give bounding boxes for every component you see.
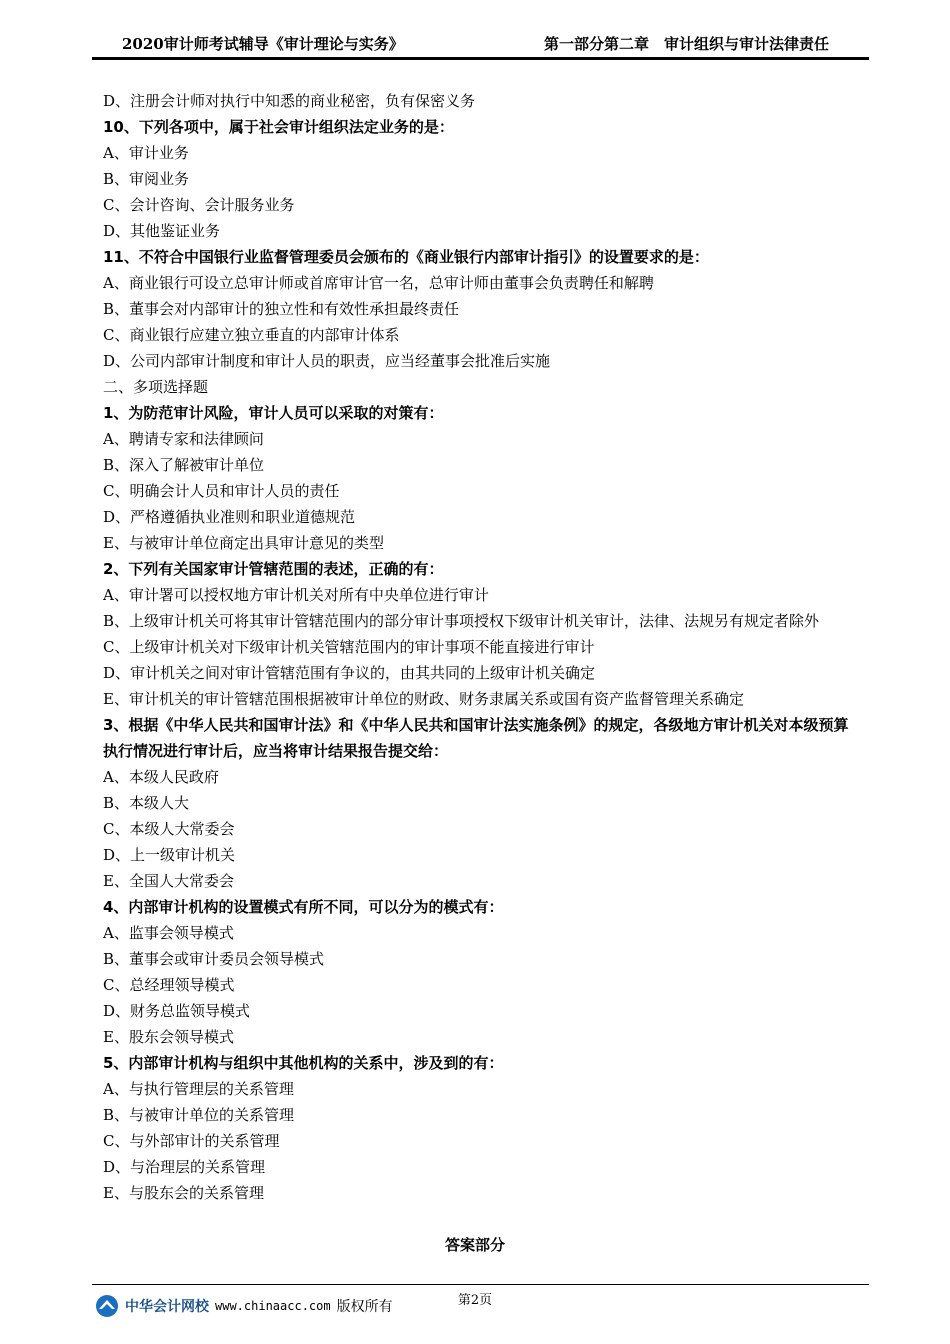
question-list <box>103 88 853 1206</box>
answer-option: C、上级审计机关对下级审计机关管辖范围内的审计事项不能直接进行审计 <box>103 638 595 656</box>
question-stem: 2、下列有关国家审计管辖范围的表述，正确的有： <box>103 560 444 578</box>
answer-option: A、与执行管理层的关系管理 <box>103 1080 294 1098</box>
answer-option: A、审计署可以授权地方审计机关对所有中央单位进行审计 <box>103 586 489 604</box>
question-stem: 5、内部审计机构与组织中其他机构的关系中，涉及到的有： <box>103 1054 504 1072</box>
question-stem: 3、根据《中华人民共和国审计法》和《中华人民共和国审计法实施条例》的规定，各级地方审计机关对本级预算执行情况进行审计后，应当将审计结果报告提交给： <box>103 716 849 760</box>
answer-option: A、本级人民政府 <box>103 768 219 786</box>
question-stem: 1、为防范审计风险，审计人员可以采取的对策有： <box>103 404 444 422</box>
answer-option: C、明确会计人员和审计人员的责任 <box>103 482 340 500</box>
answer-option: E、全国人大常委会 <box>103 872 234 890</box>
answer-option: B、董事会对内部审计的独立性和有效性承担最终责任 <box>103 300 460 318</box>
answer-option: E、与股东会的关系管理 <box>103 1184 264 1202</box>
header-chapter-title: 第一部分第二章 审计组织与审计法律责任 <box>543 35 829 53</box>
brand-logo-icon <box>95 1294 119 1318</box>
question-stem: 4、内部审计机构的设置模式有所不同，可以分为的模式有： <box>103 898 504 916</box>
answer-option: A、审计业务 <box>103 144 189 162</box>
answer-option: B、上级审计机关可将其审计管辖范围内的部分审计事项授权下级审计机关审计，法律、法规另有规定者除外 <box>103 612 820 630</box>
footer-divider <box>92 1284 869 1285</box>
answer-section-title: 答案部分 <box>444 1236 505 1254</box>
answer-option: A、聘请专家和法律顾问 <box>103 430 264 448</box>
copyright-text: 版权所有 <box>336 1299 393 1315</box>
answer-option: C、本级人大常委会 <box>103 820 235 838</box>
answer-option: C、总经理领导模式 <box>103 976 235 994</box>
answer-option: 二、多项选择题 <box>103 378 209 396</box>
answer-option: C、商业银行应建立独立垂直的内部审计体系 <box>103 326 400 344</box>
answer-option: B、深入了解被审计单位 <box>103 456 265 474</box>
question-stem: 11、不符合中国银行业监督管理委员会颁布的《商业银行内部审计指引》的设置要求的是： <box>103 248 709 266</box>
answer-option: D、严格遵循执业准则和职业道德规范 <box>103 508 356 526</box>
brand-url[interactable]: www.chinaacc.com <box>215 1299 331 1313</box>
answer-option: C、与外部审计的关系管理 <box>103 1132 280 1150</box>
answer-option: D、审计机关之间对审计管辖范围有争议的，由其共同的上级审计机关确定 <box>103 664 596 682</box>
answer-option: B、与被审计单位的关系管理 <box>103 1106 295 1124</box>
answer-option: D、其他鉴证业务 <box>103 222 221 240</box>
header-book-title: 2020审计师考试辅导《审计理论与实务》 <box>122 35 404 53</box>
answer-option: E、股东会领导模式 <box>103 1028 234 1046</box>
answer-option: D、注册会计师对执行中知悉的商业秘密，负有保密义务 <box>103 92 476 110</box>
page-header <box>92 29 869 60</box>
answer-option: D、与治理层的关系管理 <box>103 1158 266 1176</box>
answer-option: A、监事会领导模式 <box>103 924 234 942</box>
answer-option: B、审阅业务 <box>103 170 190 188</box>
answer-option: A、商业银行可设立总审计师或首席审计官一名，总审计师由董事会负责聘任和解聘 <box>103 274 654 292</box>
answer-option: B、本级人大 <box>103 794 190 812</box>
answer-option: D、上一级审计机关 <box>103 846 236 864</box>
answer-option: C、会计咨询、会计服务业务 <box>103 196 295 214</box>
answer-option: D、财务总监领导模式 <box>103 1002 251 1020</box>
answer-option: E、审计机关的审计管辖范围根据被审计单位的财政、财务隶属关系或国有资产监督管理关系确定 <box>103 690 744 708</box>
answer-option: B、董事会或审计委员会领导模式 <box>103 950 325 968</box>
page-number: 第2页 <box>457 1293 493 1308</box>
answer-option: D、公司内部审计制度和审计人员的职责，应当经董事会批准后实施 <box>103 352 551 370</box>
footer-brand <box>95 1294 393 1318</box>
question-stem: 10、下列各项中，属于社会审计组织法定业务的是： <box>103 118 454 136</box>
answer-option: E、与被审计单位商定出具审计意见的类型 <box>103 534 384 552</box>
brand-name: 中华会计网校 <box>125 1299 209 1315</box>
